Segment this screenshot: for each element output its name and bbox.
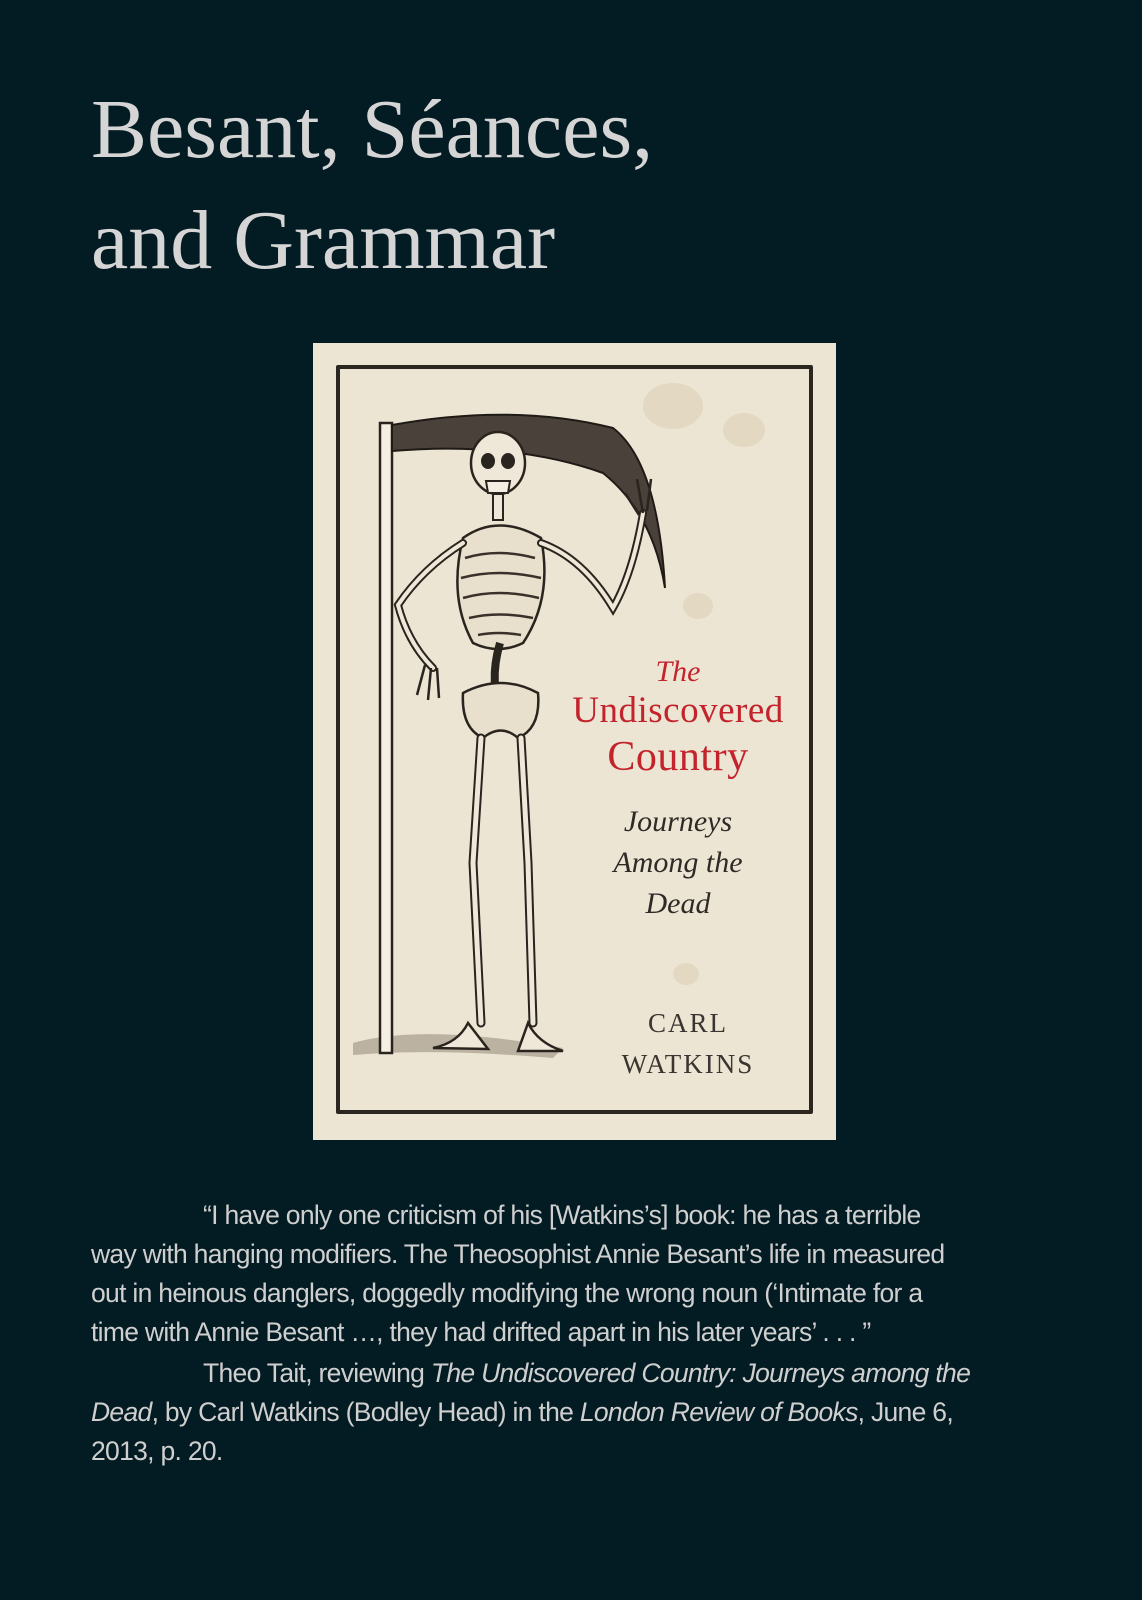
quote-line-4: time with Annie Besant …, they had drifted apart in his later years’ . . . ” bbox=[91, 1317, 871, 1347]
quote-line-1: “I have only one criticism of his [Watkins’s] book: he has a terrible bbox=[203, 1200, 921, 1230]
book-cover-image bbox=[313, 343, 836, 1140]
cover-title-country: Country bbox=[607, 734, 749, 780]
page-title-line-1: Besant, Séances, bbox=[91, 83, 654, 176]
quote-line-2: way with hanging modifiers. The Theosophist Annie Besant’s life in measured bbox=[91, 1239, 945, 1269]
attribution-line-2 bbox=[91, 1393, 1051, 1432]
attribution-date-a: , June 6, bbox=[857, 1397, 953, 1427]
attribution-reviewer: Theo Tait, reviewing bbox=[203, 1358, 431, 1388]
page-title-line-2: and Grammar bbox=[91, 194, 556, 287]
quote-line-3: out in heinous danglers, doggedly modifying the wrong noun (‘Intimate for a bbox=[91, 1278, 923, 1308]
attribution-author-publisher: , by Carl Watkins (Bodley Head) in the bbox=[151, 1397, 580, 1427]
attribution-line-3: 2013, p. 20. bbox=[91, 1436, 223, 1466]
attribution-publication: London Review of Books bbox=[579, 1397, 858, 1427]
cover-subtitle-line-2: Among the bbox=[613, 846, 743, 879]
cover-author-line-2: WATKINS bbox=[621, 1049, 755, 1079]
cover-author-line-1: CARL bbox=[647, 1008, 728, 1038]
cover-subtitle-line-1: Journeys bbox=[623, 805, 733, 838]
cover-author bbox=[578, 1003, 798, 1085]
quote-block bbox=[91, 1196, 1051, 1471]
quote-attribution bbox=[91, 1354, 1051, 1471]
page-title bbox=[91, 74, 1071, 296]
attribution-line-1 bbox=[91, 1354, 1051, 1393]
attribution-book-title-a: The Undiscovered Country: Journeys among the bbox=[430, 1358, 971, 1388]
cover-title-the: The bbox=[655, 655, 701, 688]
cover-subtitle bbox=[543, 801, 813, 924]
attribution-book-title-b: Dead bbox=[91, 1397, 152, 1427]
review-quote bbox=[91, 1196, 1051, 1352]
cover-title-undiscovered: Undiscovered bbox=[572, 690, 784, 731]
cover-subtitle-line-3: Dead bbox=[645, 887, 711, 920]
